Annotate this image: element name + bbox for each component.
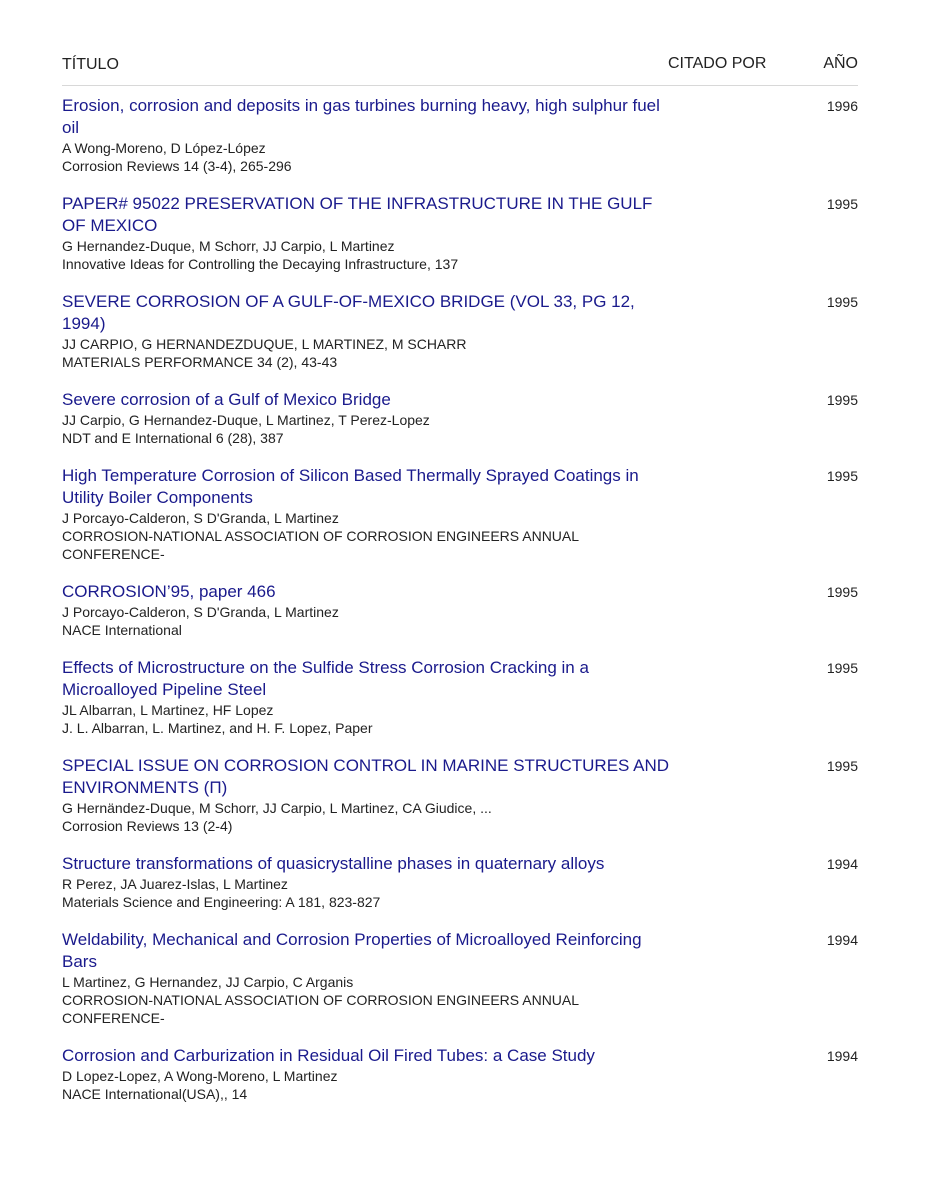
publication-authors: G Hernandez-Duque, M Schorr, JJ Carpio, L Martinez <box>62 238 395 254</box>
publication-source: Materials Science and Engineering: A 181, 823-827 <box>62 894 381 910</box>
publication-authors: JJ CARPIO, G HERNANDEZDUQUE, L MARTINEZ, M SCHARR <box>62 336 467 352</box>
publication-source: NACE International(USA),, 14 <box>62 1086 248 1102</box>
publication-year: 1995 <box>826 660 858 676</box>
publication-entry <box>62 1045 858 1103</box>
publication-year: 1996 <box>826 98 858 114</box>
publication-source: MATERIALS PERFORMANCE 34 (2), 43-43 <box>62 354 338 370</box>
publication-title-link[interactable]: High Temperature Corrosion of Silicon Based Thermally Sprayed Coatings in Utility Boiler Components <box>62 466 639 507</box>
publication-year: 1995 <box>826 196 858 212</box>
publication-authors: R Perez, JA Juarez-Islas, L Martinez <box>62 876 288 892</box>
publication-entry <box>62 755 858 835</box>
column-header-year[interactable]: AÑO <box>823 55 858 72</box>
publication-source: Innovative Ideas for Controlling the Decaying Infrastructure, 137 <box>62 256 459 272</box>
publication-title-link[interactable]: PAPER# 95022 PRESERVATION OF THE INFRASTRUCTURE IN THE GULF OF MEXICO <box>62 194 653 235</box>
publication-year: 1994 <box>826 932 858 948</box>
publication-entry <box>62 465 858 563</box>
publication-title-link[interactable]: Severe corrosion of a Gulf of Mexico Bridge <box>62 390 391 409</box>
publication-year: 1995 <box>826 294 858 310</box>
publication-authors: J Porcayo-Calderon, S D'Granda, L Martinez <box>62 510 339 526</box>
column-header-cited-by[interactable]: CITADO POR <box>668 55 767 72</box>
publication-authors: JJ Carpio, G Hernandez-Duque, L Martinez, T Perez-Lopez <box>62 412 430 428</box>
publication-source: CORROSION-NATIONAL ASSOCIATION OF CORROSION ENGINEERS ANNUAL CONFERENCE- <box>62 528 579 562</box>
publication-entry <box>62 929 858 1027</box>
publication-source: CORROSION-NATIONAL ASSOCIATION OF CORROSION ENGINEERS ANNUAL CONFERENCE- <box>62 992 579 1026</box>
publication-entry <box>62 657 858 737</box>
publication-source: NDT and E International 6 (28), 387 <box>62 430 284 446</box>
publication-title-link[interactable]: SPECIAL ISSUE ON CORROSION CONTROL IN MARINE STRUCTURES AND ENVIRONMENTS (Π) <box>62 756 670 797</box>
table-header <box>62 54 858 86</box>
publication-year: 1994 <box>826 1048 858 1064</box>
publication-title-link[interactable]: CORROSION’95, paper 466 <box>62 582 276 601</box>
publication-authors: D Lopez-Lopez, A Wong-Moreno, L Martinez <box>62 1068 338 1084</box>
publication-title-link[interactable]: SEVERE CORROSION OF A GULF-OF-MEXICO BRIDGE (VOL 33, PG 12, 1994) <box>62 292 635 333</box>
publication-year: 1994 <box>826 856 858 872</box>
publication-title-link[interactable]: Corrosion and Carburization in Residual Oil Fired Tubes: a Case Study <box>62 1046 595 1065</box>
publication-authors: L Martinez, G Hernandez, JJ Carpio, C Arganis <box>62 974 354 990</box>
publication-year: 1995 <box>826 392 858 408</box>
publication-source: NACE International <box>62 622 182 638</box>
publication-source: Corrosion Reviews 14 (3-4), 265-296 <box>62 158 292 174</box>
publication-authors: A Wong-Moreno, D López-López <box>62 140 266 156</box>
publication-year: 1995 <box>826 584 858 600</box>
publication-list <box>62 95 858 1121</box>
publication-authors: JL Albarran, L Martinez, HF Lopez <box>62 702 274 718</box>
publication-authors: G Hernändez-Duque, M Schorr, JJ Carpio, L Martinez, CA Giudice, ... <box>62 800 492 816</box>
publication-entry <box>62 193 858 273</box>
publication-year: 1995 <box>826 468 858 484</box>
publication-entry <box>62 95 858 175</box>
publication-entry <box>62 291 858 371</box>
publication-title-link[interactable]: Erosion, corrosion and deposits in gas turbines burning heavy, high sulphur fuel oil <box>62 96 660 137</box>
column-header-title[interactable]: TÍTULO <box>62 56 119 73</box>
publication-authors: J Porcayo-Calderon, S D'Granda, L Martinez <box>62 604 339 620</box>
publication-source: Corrosion Reviews 13 (2-4) <box>62 818 233 834</box>
publication-source: J. L. Albarran, L. Martinez, and H. F. Lopez, Paper <box>62 720 373 736</box>
publication-title-link[interactable]: Weldability, Mechanical and Corrosion Properties of Microalloyed Reinforcing Bars <box>62 930 642 971</box>
publication-entry <box>62 853 858 911</box>
publication-title-link[interactable]: Effects of Microstructure on the Sulfide Stress Corrosion Cracking in a Microalloyed Pipeline Steel <box>62 658 589 699</box>
publication-title-link[interactable]: Structure transformations of quasicrystalline phases in quaternary alloys <box>62 854 605 873</box>
publication-entry <box>62 389 858 447</box>
publication-year: 1995 <box>826 758 858 774</box>
publication-entry <box>62 581 858 639</box>
